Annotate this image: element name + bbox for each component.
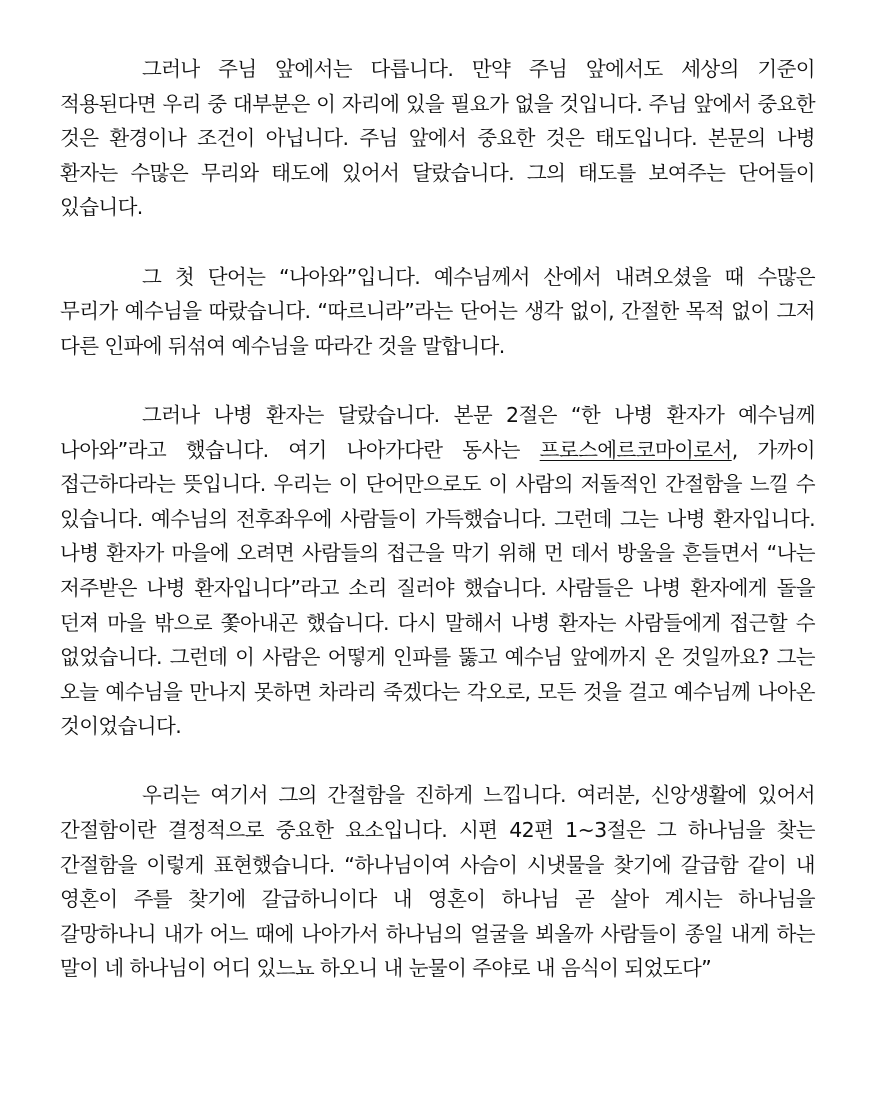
paragraph-1: 그러나 주님 앞에서는 다릅니다. 만약 주님 앞에서도 세상의 기준이 적용된다면 우리 중 대부분은 이 자리에 있을 필요가 없을 것입니다. 주님 앞에서 중요한 것은 환경이나 조건이 아닙니다. 주님 앞에서 중요한 것은 태도입니다. 본문의 나병 환자는 수많은 무리와 태도에 있어서 달랐습니다. 그의 태도를 보여주는 단어들이 있습니다.	[60, 57, 815, 220]
paragraph-3-text-before: 그러나 나병 환자는 달랐습니다. 본문 2절은 “한 나병 환자가 예수님께 나아와”라고 했습니다. 여기 나아가다란 동사는	[60, 402, 815, 462]
paragraph-3-text-after: , 가까이 접근하다라는 뜻입니다. 우리는 이 단어만으로도 이 사람의 저돌적인 간절함을 느낄 수 있습니다. 예수님의 전후좌우에 사람들이 가득했습니다. 그런데 그는 나병 환자입니다. 나병 환자가 마을에 오려면 사람들의 접근을 막기 위해 먼 데서 방울을 흔들면서 “나는 저주받은 나병 환자입니다”라고 소리 질러야 했습니다. 사람들은 나병 환자에게 돌을 던져 마을 밖으로 쫓아내곤 했습니다. 다시 말해서 나병 환자는 사람들에게 접근할 수 없었습니다. 그런데 이 사람은 어떻게 인파를 뚫고 예수님 앞에까지 온 것일까요? 그는 오늘 예수님을 만나지 못하면 차라리 죽겠다는 각오로, 모든 것을 걸고 예수님께 나아온 것이었습니다.	[60, 437, 816, 739]
document-body	[60, 52, 815, 986]
paragraph-3	[60, 398, 815, 744]
paragraph-2: 그 첫 단어는 “나아와”입니다. 예수님께서 산에서 내려오셨을 때 수많은 무리가 예수님을 따랐습니다. “따르니라”라는 단어는 생각 없이, 간절한 목적 없이 그저 다른 인파에 뒤섞여 예수님을 따라간 것을 말합니다.	[60, 264, 815, 358]
paragraph-4: 우리는 여기서 그의 간절함을 진하게 느낍니다. 여러분, 신앙생활에 있어서 간절함이란 결정적으로 중요한 요소입니다. 시편 42편 1~3절은 그 하나님을 찾는 간절함을 이렇게 표현했습니다. “하나님이여 사슴이 시냇물을 찾기에 갈급함 같이 내 영혼이 주를 찾기에 갈급하니이다 내 영혼이 하나님 곧 살아 계시는 하나님을 갈망하나니 내가 어느 때에 나아가서 하나님의 얼굴을 뵈올까 사람들이 종일 내게 하는 말이 네 하나님이 어디 있느뇨 하오니 내 눈물이 주야로 내 음식이 되었도다”	[60, 783, 815, 981]
underlined-term: 프로스에르코마이로서	[539, 437, 732, 462]
